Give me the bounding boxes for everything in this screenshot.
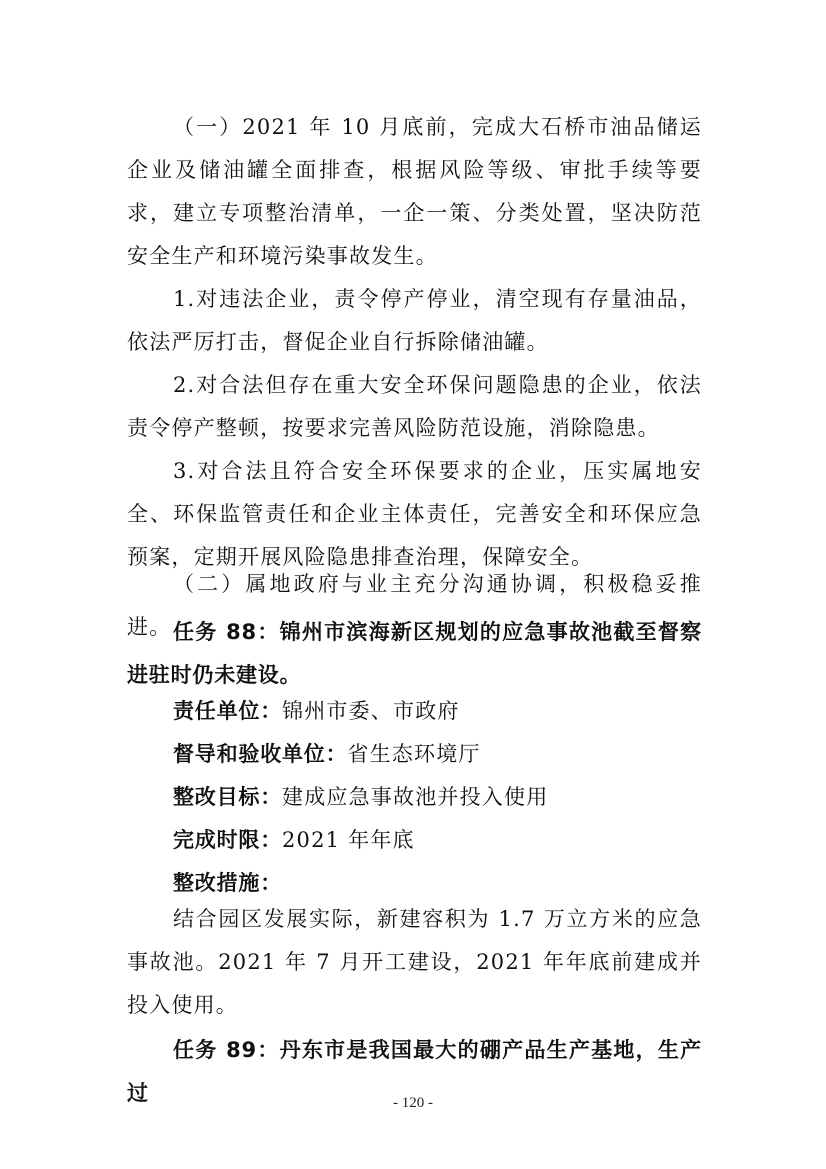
deadline-value: 2021 年年底 [282,828,415,852]
measures-label: 整改措施： [173,871,282,895]
rectification-goal-line [173,776,548,819]
rectification-goal-label: 整改目标： [173,785,282,809]
responsible-unit-line [173,690,460,733]
paragraph-section-one: （一）2021 年 10 月底前，完成大石桥市油品储运企业及储油罐全面排查，根据风险等级、审批手续等要求，建立专项整治清单，一企一策、分类处置，坚决防范安全生产和环境污染事故发生。 [127,115,702,268]
paragraph-section-two: （二）属地政府与业主充分沟通协调，积极稳妥推进。 [127,572,702,639]
paragraph-item-2: 2.对合法但存在重大安全环保问题隐患的企业，依法责令停产整顿，按要求完善风险防范设施，消除隐患。 [127,373,702,440]
responsible-unit-label: 责任单位： [173,699,282,723]
page-number: - 120 - [393,1095,433,1111]
deadline-label: 完成时限： [173,828,282,852]
paragraph-item-3: 3.对合法且符合安全环保要求的企业，压实属地安全、环保监管责任和企业主体责任，完善安全和环保应急预案，定期开展风险隐患排查治理，保障安全。 [127,459,702,569]
measures-paragraph: 结合园区发展实际，新建容积为 1.7 万立方米的应急事故池。2021 年 7 月开工建设，2021 年年底前建成并投入使用。 [127,907,702,1017]
deadline-line [173,819,415,862]
supervisor-unit-line [173,733,481,776]
supervisor-unit-label: 督导和验收单位： [173,742,348,766]
task-88-title: 任务 88：锦州市滨海新区规划的应急事故池截至督察进驻时仍未建设。 [127,620,702,687]
rectification-goal-value: 建成应急事故池并投入使用 [282,785,549,809]
paragraph-item-1: 1.对违法企业，责令停产停业，清空现有存量油品，依法严厉打击，督促企业自行拆除储油罐。 [127,287,702,354]
task-89-title: 任务 89：丹东市是我国最大的硼产品生产基地，生产过 [127,1038,702,1105]
responsible-unit-value: 锦州市委、市政府 [282,699,460,723]
supervisor-unit-value: 省生态环境厅 [347,742,481,766]
